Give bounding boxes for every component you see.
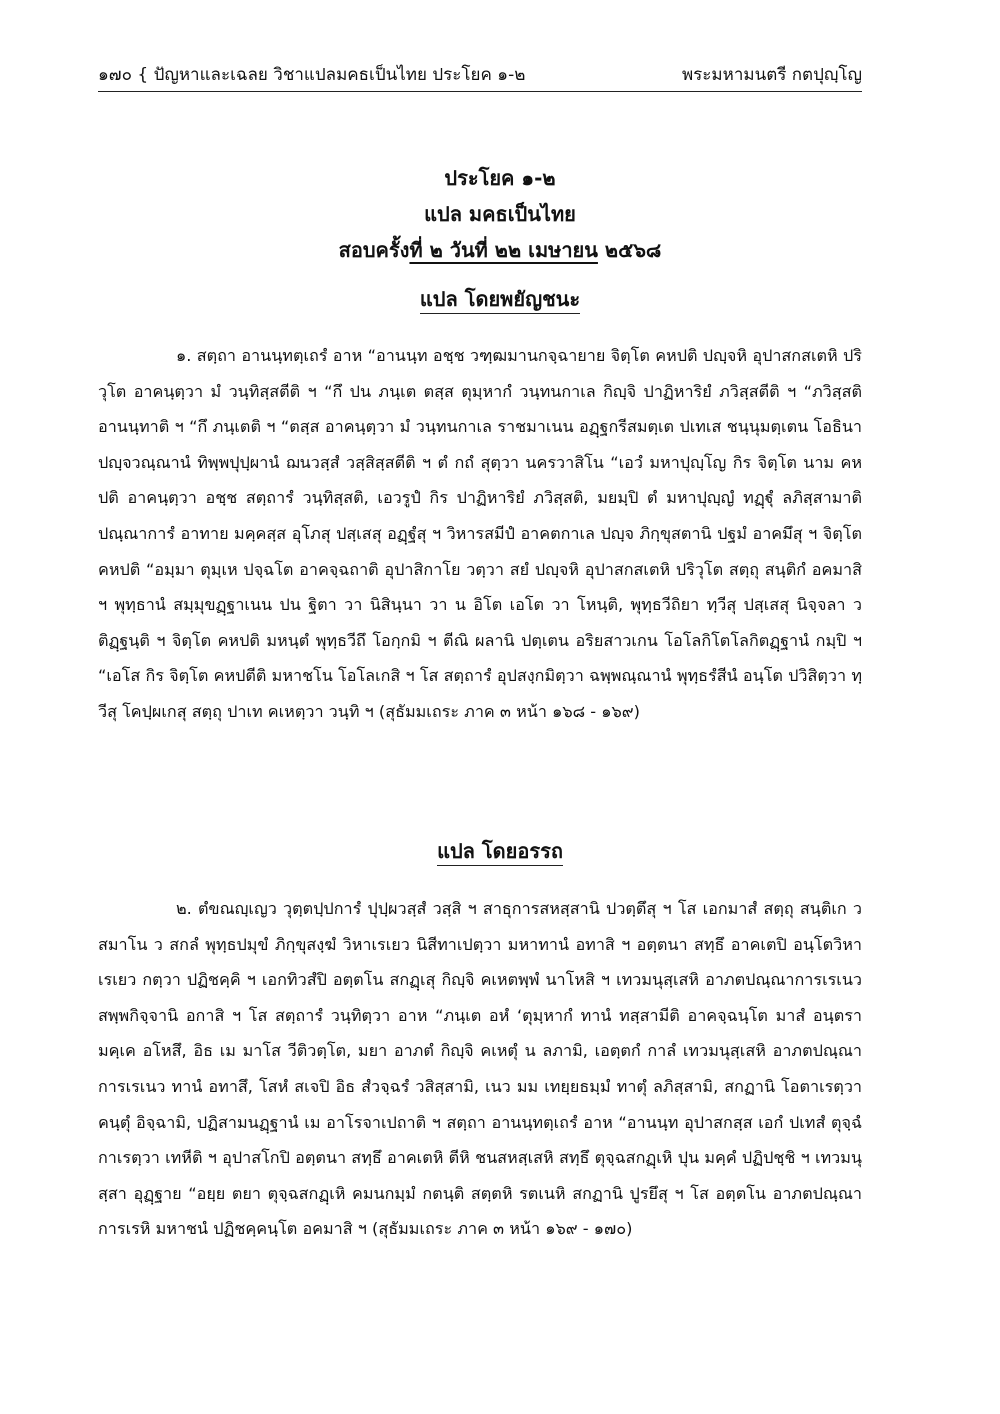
- section-heading-literal: [0, 284, 1000, 314]
- exam-date-underlined: ที่ ๒ วันที่ ๒๒ เมษายน: [409, 238, 598, 262]
- exam-date-year: ๒๕๖๘: [597, 238, 662, 262]
- exam-level-title: ประโยค ๑-๒: [444, 166, 556, 190]
- section-heading-meaning-text: แปล โดยอรรถ: [437, 839, 563, 866]
- section-heading-meaning: [0, 836, 1000, 866]
- running-header: [98, 62, 862, 92]
- exam-date-title: [0, 232, 1000, 268]
- header-left-text: ๑๗๐ { ปัญหาและเฉลย วิชาแปลมคธเป็นไทย ประโยค ๑-๒: [98, 65, 526, 85]
- title-block: [0, 160, 1000, 268]
- subject-title: แปล มคธเป็นไทย: [424, 202, 576, 226]
- passage-paragraph-1: ๑. สตฺถา อานนฺทตฺเถรํ อาห “อานนฺท อชฺช วฑฺฒมานกจฺฉายาย จิตฺโต คหปติ ปญฺจหิ อุปาสกสเตหิ ปริวุโต อาคนฺตฺวา มํ วนฺทิสฺสตีติ ฯ “กึ ปน ภนฺเต ตสฺส ตุมฺหากํ วนฺทนกาเล กิญฺจิ ปาฏิหาริยํ ภวิสฺสตีติ ฯ “ภวิสฺสติ อานนฺทาติ ฯ “กึ ภนฺเตติ ฯ “ตสฺส อาคนฺตฺวา มํ วนฺทนกาเล ราชมาเนน อฏฺฐกรีสมตฺเต ปเทเส ชนฺนุมตฺเตน โอธินา ปญฺจวณฺณานํ ทิพฺพปุปฺผานํ ฌนวสฺสํ วสฺสิสฺสตีติ ฯ ตํ กถํ สุตฺวา นครวาสิโน “เอวํ มหาปุญฺโญ กิร จิตฺโต นาม คหปติ อาคนฺตฺวา อชฺช สตฺถารํ วนฺทิสฺสติ, เอวรูปํ กิร ปาฏิหาริยํ ภวิสฺสติ, มยมฺปิ ตํ มหาปุญฺญํ ทฏฺฐุํ ลภิสฺสามาติ ปณฺณาการํ อาทาย มคฺคสฺส อุโภสุ ปสฺเสสุ อฏฺฐํสุ ฯ วิหารสมีปํ อาคตกาเล ปญฺจ ภิกฺขุสตานิ ปฐมํ อาคมึสุ ฯ จิตฺโต คหปติ “อมฺมา ตุมฺเห ปจฺฉโต อาคจฺฉถาติ อุปาสิกาโย วตฺวา สยํ ปญฺจหิ อุปาสกสเตหิ ปริวุโต สตฺถุ สนฺติกํ อคมาสิ ฯ พุทฺธานํ สมฺมุขฏฺฐาเนน ปน ฐิตา วา นิสินฺนา วา น อิโต เอโต วา โหนฺติ, พุทฺธวีถิยา ทฺวีสุ ปสฺเสสุ นิจฺจลา ว ติฏฺฐนฺติ ฯ จิตฺโต คหปติ มหนฺตํ พุทฺธวีถึ โอกฺกมิ ฯ ตีณิ ผลานิ ปตฺเตน อริยสาวเกน โอโลกิโตโลกิตฏฺฐานํ กมฺปิ ฯ “เอโส กิร จิตฺโต คหปตีติ มหาชโน โอโลเกสิ ฯ โส สตฺถารํ อุปสงฺกมิตฺวา ฉพฺพณฺณานํ พุทฺธรํสีนํ อนฺโต ปวิสิตฺวา ทฺวีสุ โคปฺผเกสุ สตฺถุ ปาเท คเหตฺวา วนฺทิ ฯ (สุธัมมเถระ ภาค ๓ หน้า ๑๖๘ - ๑๖๙): [98, 346, 862, 721]
- section-heading-literal-text: แปล โดยพยัญชนะ: [420, 287, 580, 314]
- header-author: พระมหามนตรี กตปุญฺโญ: [681, 65, 862, 85]
- passage-paragraph-2: ๒. ตํขณญฺเญว วุตฺตปฺปการํ ปุปฺผวสฺสํ วสฺสิ ฯ สาธุการสหสฺสานิ ปวตฺตึสุ ฯ โส เอกมาสํ สตฺถุ สนฺติเก วสมาโน ว สกลํ พุทฺธปมุขํ ภิกฺขุสงฺฆํ วิหาเรเยว นิสีทาเปตฺวา มหาทานํ อทาสิ ฯ อตฺตนา สทฺธึ อาคเตปิ อนฺโตวิหาเรเยว กตฺวา ปฏิชคฺคิ ฯ เอกทิวสํปิ อตฺตโน สกฏฺเสุ กิญฺจิ คเหตพฺพํ นาโหสิ ฯ เทวมนุสฺเสหิ อาภตปณฺณาการเรเนว สพฺพกิจฺจานิ อกาสิ ฯ โส สตฺถารํ วนฺทิตฺวา อาห “ภนฺเต อหํ ‘ตุมฺหากํ ทานํ ทสฺสามีติ อาคจฺฉนฺโต มาสํ อนฺตรามคฺเค อโหสึ, อิธ เม มาโส วีติวตฺโต, มยา อาภตํ กิญฺจิ คเหตุํ น ลภามิ, เอตฺตกํ กาลํ เทวมนุสฺเสหิ อาภตปณฺณาการเรเนว ทานํ อทาสึ, โสหํ สเจปิ อิธ สํวจฺฉรํ วสิสฺสามิ, เนว มม เทยฺยธมฺมํ ทาตุํ ลภิสฺสามิ, สกฏานิ โอตาเรตฺวา คนฺตุํ อิจฺฉามิ, ปฏิสามนฏฺฐานํ เม อาโรจาเปถาติ ฯ สตฺถา อานนฺทตฺเถรํ อาห “อานนฺท อุปาสกสฺส เอกํ ปเทสํ ตุจฺฉํ กาเรตฺวา เทหีติ ฯ อุปาสโกปิ อตฺตนา สทฺธึ อาคเตหิ ตีหิ ชนสหสฺเสหิ สทฺธึ ตุจฺฉสกฏฺเหิ ปุน มคฺคํ ปฏิปชฺชิ ฯ เทวมนุสฺสา อุฏฺฐาย “อยฺย ตยา ตุจฺฉสกฏฺเหิ คมนกมฺมํ กตนฺติ สตฺตหิ รตเนหิ สกฏานิ ปูรยึสุ ฯ โส อตฺตโน อาภตปณฺณาการเรหิ มหาชนํ ปฏิชคฺคนฺโต อคมาสิ ฯ (สุธัมมเถระ ภาค ๓ หน้า ๑๖๙ - ๑๗๐): [98, 899, 862, 1239]
- exam-date-prefix: สอบครั้ง: [338, 238, 410, 262]
